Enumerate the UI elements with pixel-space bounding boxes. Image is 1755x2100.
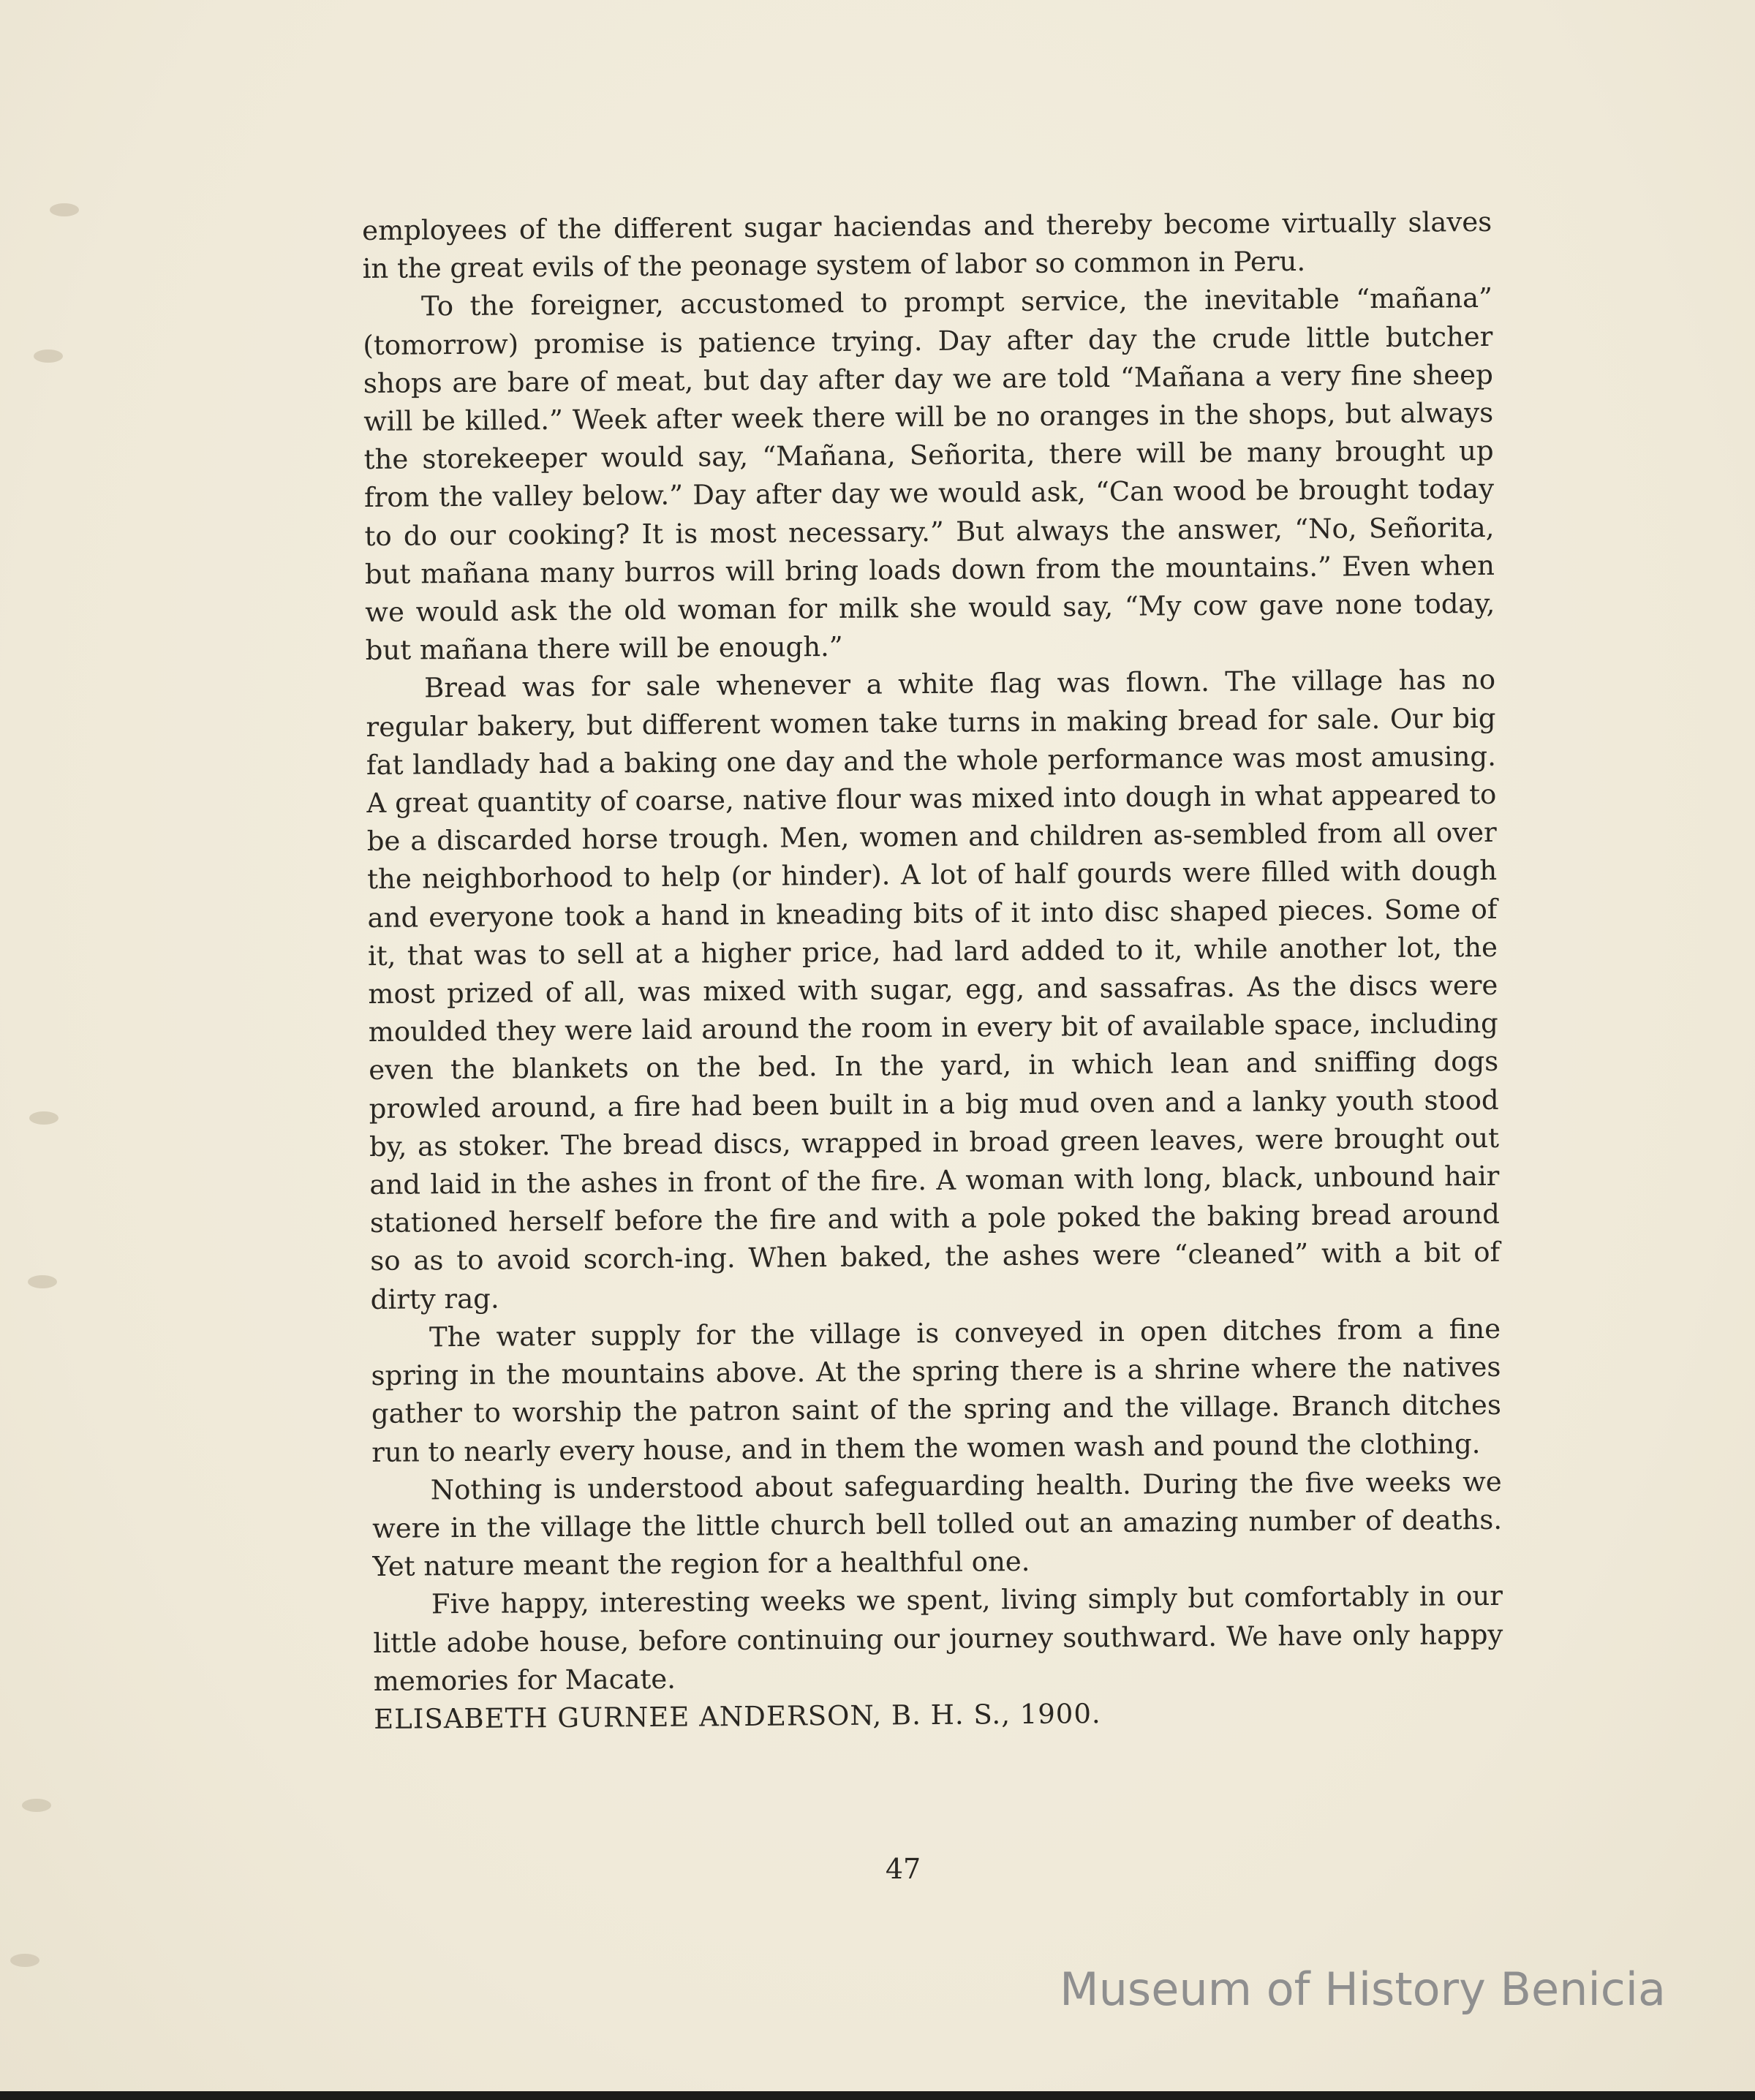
binding-hole-mark	[28, 1275, 57, 1288]
paragraph: Bread was for sale whenever a white flag was flown. The village has no regular bakery, but different women take turns in making bread for sale. Our big fat landlady had a baking one day and the whole performance was most amusing. A great quantity of coarse, native flour was mixed into dough in what appeared to be a discarded horse trough. Men, women and children as-sembled from all over the neighborhood to help (or hinder). A lot of half gourds were filled with dough and everyone took a hand in kneading bits of it into disc shaped pieces. Some of it, that was to sell at a higher price, had lard added to it, while another lot, the most prized of all, was mixed with sugar, egg, and sassafras. As the discs were moulded they were laid around the room in every bit of available space, including even the blankets on the bed. In the yard, in which lean and sniffing dogs prowled around, a fire had been built in a big mud oven and a lanky youth stood by, as stoker. The bread discs, wrapped in broad green leaves, were brought out and laid in the ashes in front of the fire. A woman with long, black, unbound hair stationed herself before the fire and with a pole poked the baking bread around so as to avoid scorch-ing. When baked, the ashes were “cleaned” with a bit of dirty rag.	[366, 664, 1501, 1315]
page-number: 47	[885, 1853, 921, 1885]
paragraph: employees of the different sugar haciendas and thereby become virtually slaves in the great evils of the peonage system of labor so common in Peru.	[362, 205, 1492, 285]
paragraph: Five happy, interesting weeks we spent, living simply but comfortably in our little adobe house, before continuing our journey southward. We have only happy memories for Macate.	[373, 1580, 1503, 1697]
binding-hole-mark	[29, 1111, 58, 1125]
author-signature: ELISABETH GURNEE ANDERSON, B. H. S., 1900.	[374, 1698, 1101, 1735]
binding-hole-mark	[50, 203, 79, 216]
scan-bottom-edge	[0, 2091, 1755, 2100]
binding-hole-mark	[34, 350, 63, 363]
paragraph: The water supply for the village is conveyed in open ditches from a fine spring in the mountains above. At the spring there is a shrine where the natives gather to worship the patron saint of the spring and the village. Branch ditches run to nearly every house, and in them the women wash and pound the clothing.	[371, 1312, 1502, 1468]
binding-hole-mark	[10, 1954, 39, 1967]
museum-watermark: Museum of History Benicia	[1060, 1963, 1666, 2016]
paragraph: Nothing is understood about safeguarding health. During the five weeks we were in the village the little church bell tolled out an amazing number of deaths. Yet nature meant the region for a healthful one.	[371, 1465, 1503, 1583]
body-text	[362, 203, 1503, 1739]
paragraph: To the foreigner, accustomed to prompt service, the inevitable “mañana” (tomorrow) promise is patience trying. Day after day the crude little butcher shops are bare of meat, but day after day we are told “Mañana a very fine sheep will be killed.” Week after week there will be no oranges in the shops, but always the storekeeper would say, “Mañana, Señorita, there will be many brought up from the valley below.” Day after day we would ask, “Can wood be brought today to do our cooking? It is most necessary.” But always the answer, “No, Señorita, but mañana many burros will bring loads down from the mountains.” Even when we would ask the old woman for milk she would say, “My cow gave none today, but mañana there will be enough.”	[363, 282, 1495, 667]
binding-hole-mark	[22, 1799, 51, 1812]
